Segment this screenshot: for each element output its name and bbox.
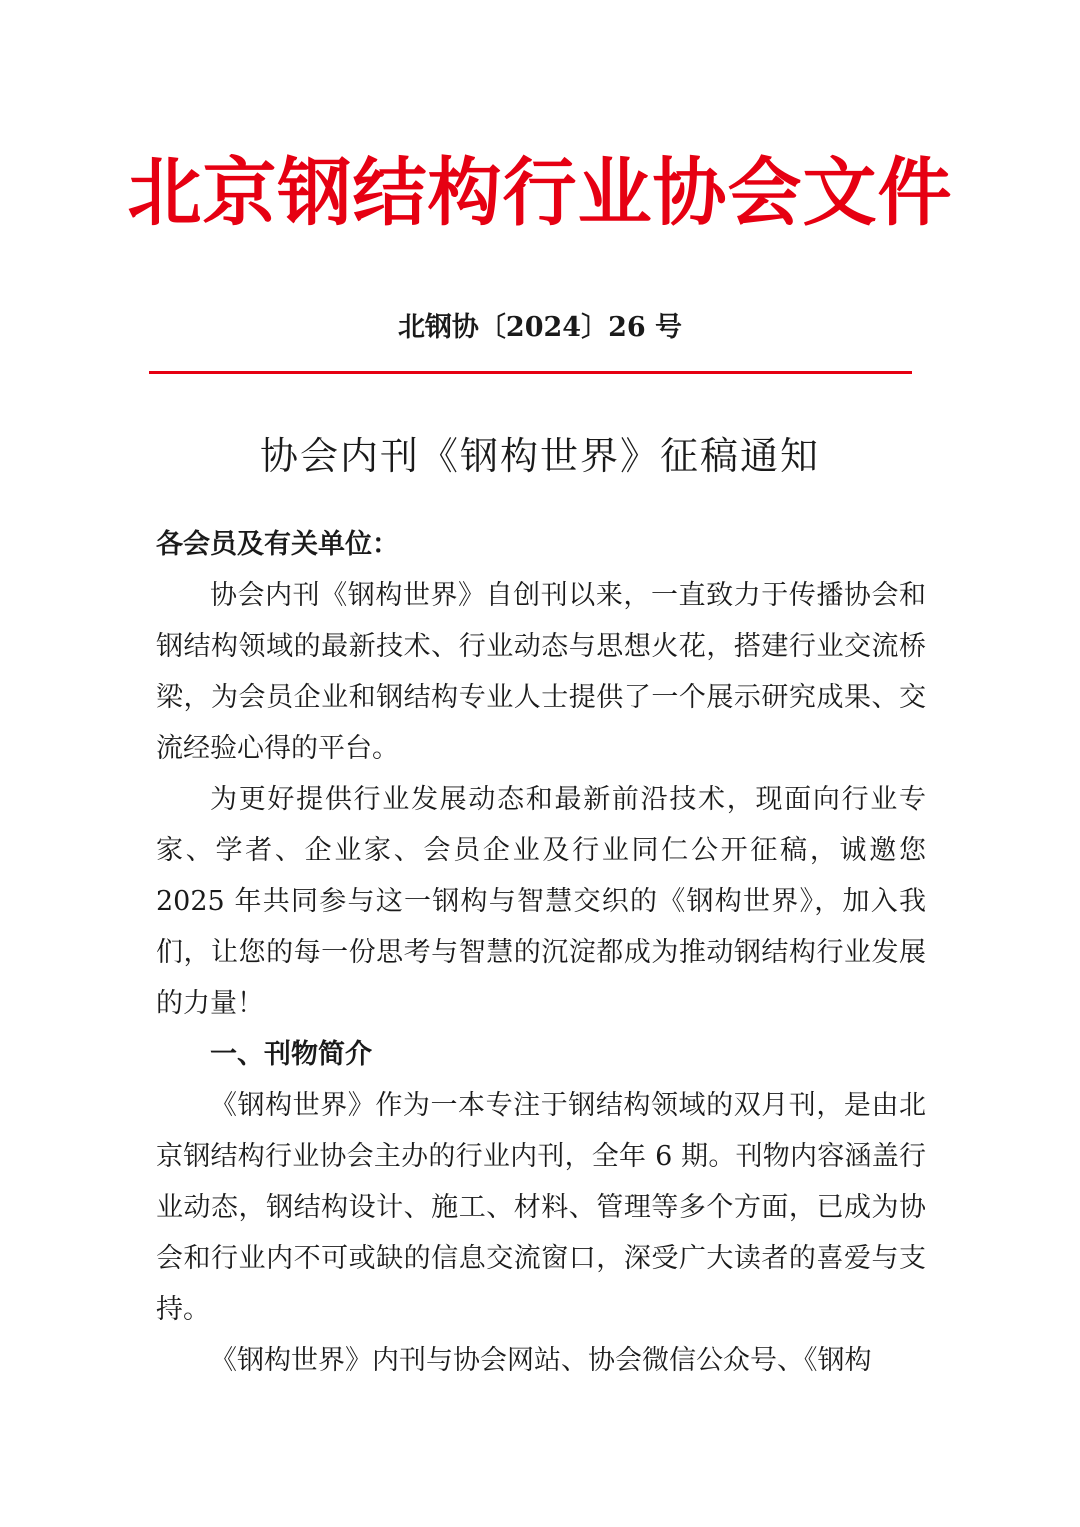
body-paragraph-channels: 《钢构世界》内刊与协会网站、协会微信公众号、《钢构 (210, 1345, 872, 1376)
salutation: 各会员及有关单位： (156, 529, 399, 560)
notice-title: 协会内刊《钢构世界》征稿通知 (259, 434, 820, 478)
section-heading-publication-intro: 一、刊物简介 (210, 1039, 372, 1070)
body-paragraph-invitation: 为更好提供行业发展动态和最新前沿技术，现面向行业专家、学者、企业家、会员企业及行业同仁公开征稿，诚邀您2025 年共同参与这一钢构与智慧交织的《钢构世界》，加入我们，让您的每一份思考与智慧的沉淀都成为推动钢结构行业发展的力量！ (156, 784, 926, 1019)
document-body (156, 519, 926, 1386)
red-divider-line (149, 371, 912, 374)
document-number: 北钢协〔2024〕26 号 (397, 312, 683, 343)
body-paragraph-intro: 协会内刊《钢构世界》自创刊以来，一直致力于传播协会和钢结构领域的最新技术、行业动态与思想火花，搭建行业交流桥梁，为会员企业和钢结构专业人士提供了一个展示研究成果、交流经验心得的平台。 (156, 580, 926, 764)
body-paragraph-publication-description: 《钢构世界》作为一本专注于钢结构领域的双月刊，是由北京钢结构行业协会主办的行业内刊，全年 6 期。刊物内容涵盖行业动态，钢结构设计、施工、材料、管理等多个方面，已成为协会和行业内不可或缺的信息交流窗口，深受广大读者的喜爱与支持。 (156, 1090, 926, 1325)
org-header-title: 北京钢结构行业协会文件 (127, 150, 953, 236)
